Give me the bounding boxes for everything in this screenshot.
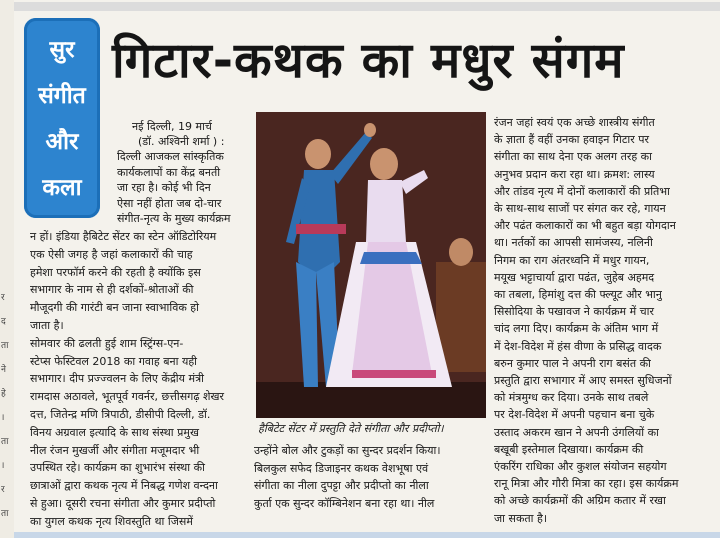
text-line: कार्यकलापों का केंद्र बनती — [117, 165, 221, 179]
text-line: उस्ताद अकरम खान ने अपनी उंगलियों का — [494, 425, 659, 439]
text-line: हमेशा परफॉर्म करने की रहती है क्योंकि इस — [30, 265, 201, 279]
text-line: को मंत्रमुग्ध कर दिया। उनके साथ तबले — [494, 391, 649, 405]
badge-line-3: और — [45, 129, 79, 155]
text-line: था। नर्तकों का आपसी सामंजस्य, नलिनी — [494, 236, 653, 250]
stage-floor — [256, 382, 486, 418]
dancers-illustration — [256, 112, 486, 418]
strip-char: द — [1, 317, 6, 327]
text-line: ऐसा नहीं होता जब दो-चार — [117, 196, 222, 210]
text-line: जाता है। — [30, 319, 64, 332]
headline: गिटार-कथक का मधुर संगम — [112, 32, 625, 89]
text-line: बरुन कुमार पाल ने अपनी राग बसंत की — [494, 356, 651, 370]
performance-photo — [256, 112, 486, 418]
text-line: बखूबी इस्तेमाल दिखाया। कार्यक्रम की — [494, 442, 644, 456]
text-line: निगम का राग अंतरध्वनि में मधुर गायन, — [494, 253, 650, 267]
text-line: उन्होंने बोल और टुकड़ों का सुन्दर प्रदर्शन किया। — [254, 444, 441, 457]
text-line: नील रंजन मुखर्जी और संगीता मजूमदार भी — [30, 443, 200, 457]
text-line: में देश-विदेश में हंस वीणा के प्रसिद्ध वादक — [494, 339, 662, 353]
text-line: और पढंत कलाकारों का भी बहुत बड़ा योगदान — [494, 219, 676, 233]
text-line: रामदास अठावले, भूतपूर्व गवर्नर, छत्तीसगढ़ शेखर — [30, 390, 224, 404]
text-line: कुर्ता एक सुन्दर कॉम्बिनेशन बना रहा था। नील — [254, 496, 435, 510]
strip-char: हे — [1, 389, 6, 399]
text-line: उपस्थित रहे। कार्यक्रम का शुभारंभ संस्था की — [30, 461, 205, 475]
text-line: एक ऐसी जगह है जहां कलाकारों की चाह — [30, 247, 193, 261]
bottom-rule — [14, 532, 720, 538]
text-line: अनुभव प्रदान करा रहा था। क्रमश: लास्य — [494, 167, 655, 181]
text-line: पर देश-विदेश में अपनी पहचान बना चुके — [494, 408, 655, 422]
top-rule — [14, 2, 720, 11]
strip-char: । — [1, 461, 5, 471]
text-line: संगीता का नीला दुपट्टा और प्रदीप्तो का नीला — [254, 479, 429, 492]
text-line: सिसोदिया के पखावज ने कार्यक्रम में चार — [494, 305, 655, 319]
dateline-place: नई दिल्ली, 19 मार्च — [132, 120, 212, 133]
text-line: का तबला, हिमांशु दत्त की फ्ल्यूट और भानु — [494, 288, 662, 301]
text-line: सोमवार की ढलती हुई शाम स्ट्रिंग्स-एन- — [30, 336, 184, 350]
text-line: सभागार। दीप प्रज्ज्वलन के लिए केंद्रीय मंत्री — [30, 372, 205, 386]
strip-char: र — [1, 485, 5, 495]
text-line: मौजूदगी की गारंटी बन जाना स्वाभाविक हो — [30, 301, 199, 315]
strip-char: ता — [1, 437, 9, 447]
strip-char: ने — [1, 365, 6, 375]
text-line: जा रहा है। कोई भी दिन — [117, 181, 211, 195]
adjacent-column-strip — [0, 0, 14, 538]
text-line: रंजन जहां स्वयं एक अच्छे शास्त्रीय संगीत — [494, 116, 655, 129]
text-line: को अच्छे कार्यक्रमों की अग्रिम कतार में रखा — [494, 494, 666, 508]
text-line: सभागार के नाम से ही दर्शकों-श्रोताओं की — [30, 283, 194, 297]
text-line: दत्त, जितेन्द्र मणि त्रिपाठी, डीसीपी दिल्ली, डॉ. — [30, 408, 211, 421]
text-line: संगीता का साथ देना एक अलग तरह का — [494, 150, 652, 164]
text-line: दिल्ली आजकल सांस्कृतिक — [117, 150, 224, 163]
badge-line-4: कला — [42, 175, 82, 201]
text-line: न हों। इंडिया हैबिटेट सेंटर का स्टेन ऑडिटोरियम — [30, 230, 217, 243]
text-line: का युगल कथक नृत्य शिवस्तुति था जिसमें — [30, 514, 193, 528]
text-line: जा सकता है। — [494, 511, 548, 525]
strip-char: र — [1, 293, 5, 303]
text-line: छात्राओं द्वारा कथक नृत्य में निबद्ध गणेश वन्दना — [30, 479, 218, 493]
text-line: विनय अग्रवाल इत्यादि के साथ संस्था प्रमुख — [30, 425, 199, 439]
text-line: एंकरिंग राधिका और कुशल संयोजन सहयोग — [494, 460, 667, 473]
strip-char: ता — [1, 341, 9, 351]
strip-char: । — [1, 413, 5, 423]
text-line: के साथ-साथ साजों पर संगत कर रहे, गायन — [494, 202, 666, 215]
badge-line-1: सुर — [49, 37, 75, 63]
text-line: संगीत-नृत्य के मुख्य कार्यक्रम — [117, 212, 231, 226]
strip-char: ता — [1, 509, 9, 519]
text-line: स्टेप्स फेस्टिवल 2018 का गवाह बना यही — [30, 354, 198, 368]
text-line: चांद लगा दिए। कार्यक्रम के अंतिम भाग में — [494, 322, 659, 336]
text-line: प्रस्तुति द्वारा सभागार में आए समस्त सुधिजनों — [494, 374, 672, 387]
photo-caption: हैबिटेट सेंटर में प्रस्तुति देते संगीता और प्रदीप्तो। — [258, 422, 444, 435]
section-badge — [24, 18, 100, 218]
dateline-author: (डॉ. अश्विनी शर्मा ) : — [138, 135, 225, 148]
text-line: के ज्ञाता हैं वहीं उनका हवाइन गिटार पर — [494, 133, 650, 147]
text-line: बिलकुल सफेद डिजाइनर कथक वेशभूषा एवं — [254, 461, 429, 475]
text-line: से हुआ। दूसरी रचना संगीता और कुमार प्रदीप्तो — [30, 497, 216, 510]
text-line: रानू मित्रा और गौरी मित्रा का रहा। इस कार्यक्रम — [494, 477, 679, 491]
badge-line-2: संगीत — [38, 83, 86, 109]
text-line: और तांडव नृत्य में दोनों कलाकारों की प्रतिभा — [494, 184, 670, 198]
text-line: मयूख भट्टाचार्या द्वारा पढंत, जुहेब अहमद — [494, 270, 655, 284]
